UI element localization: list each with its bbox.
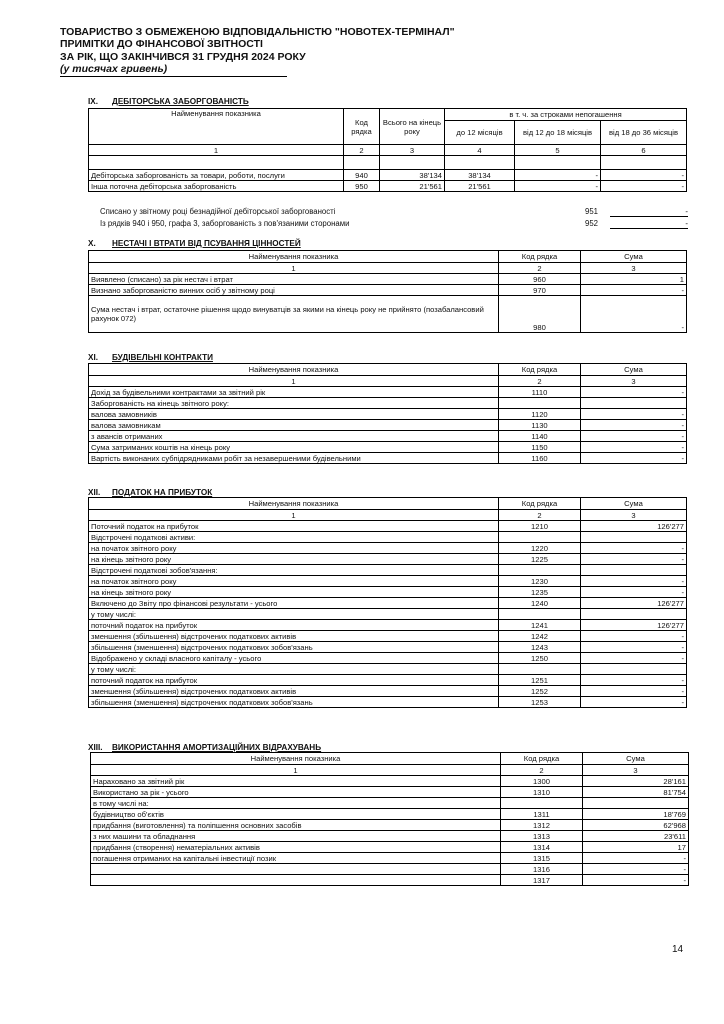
table-row	[89, 521, 687, 532]
table-cell: -	[581, 697, 687, 708]
table-cell: 1	[581, 274, 687, 285]
table-row	[89, 387, 687, 398]
table-cell	[583, 798, 689, 809]
table-cell: -	[581, 543, 687, 554]
table-row	[89, 543, 687, 554]
table-row	[89, 398, 687, 409]
table-cell	[581, 664, 687, 675]
table-cell: збільшення (зменшення) відстрочених податкових зобов'язань	[89, 642, 499, 653]
table-row	[91, 853, 689, 864]
table-cell: Включено до Звіту про фінансові результати - усього	[89, 598, 499, 609]
company-name: ТОВАРИСТВО З ОБМЕЖЕНОЮ ВІДПОВІДАЛЬНІСТЮ "НОВОТЕХ-ТЕРМІНАЛ"	[60, 26, 455, 38]
table-row	[91, 842, 689, 853]
reporting-period: ЗА РІК, ЩО ЗАКІНЧИВСЯ 31 ГРУДНЯ 2024 РОКУ	[60, 50, 306, 63]
table-cell: -	[581, 420, 687, 431]
table-cell: 1225	[499, 554, 581, 565]
col-header-group: в т. ч. за строками непогашення	[445, 109, 687, 121]
table-cell: -	[581, 387, 687, 398]
table-cell: -	[581, 453, 687, 464]
table-cell	[581, 565, 687, 576]
table-cell: 950	[344, 181, 380, 192]
table-cell: -	[581, 554, 687, 565]
table-cell	[380, 156, 445, 170]
table-cell: -	[581, 675, 687, 686]
table-cell: -	[581, 653, 687, 664]
table-cell: поточний податок на прибуток	[89, 675, 499, 686]
table-cell: -	[515, 181, 601, 192]
table-cell: 1	[89, 376, 499, 387]
table-cell: 1220	[499, 543, 581, 554]
table-cell: 1240	[499, 598, 581, 609]
table-row	[89, 442, 687, 453]
table-cell: у тому числі:	[89, 664, 499, 675]
table-cell: -	[581, 686, 687, 697]
table-cell	[581, 532, 687, 543]
table-cell: 21'561	[380, 181, 445, 192]
table-cell: -	[515, 170, 601, 181]
shortages-table	[88, 250, 687, 333]
table-cell: Нараховано за звітний рік	[91, 776, 501, 787]
table-cell: 1315	[501, 853, 583, 864]
table-cell: 4	[445, 145, 515, 156]
text-fragment: 951	[585, 207, 599, 216]
table-cell: -	[583, 853, 689, 864]
col-header-code: Код рядка	[344, 109, 380, 145]
table-cell	[581, 609, 687, 620]
table-cell: 1251	[499, 675, 581, 686]
units-note: (у тисячах гривень)	[60, 63, 287, 76]
table-cell	[344, 156, 380, 170]
table-row	[91, 820, 689, 831]
table-cell	[499, 565, 581, 576]
table-cell	[91, 864, 501, 875]
table-row	[89, 554, 687, 565]
table-cell: 1210	[499, 521, 581, 532]
table-cell: 1313	[501, 831, 583, 842]
table-row	[89, 598, 687, 609]
table-row	[89, 697, 687, 708]
table-cell: 3	[380, 145, 445, 156]
section-11-title	[88, 353, 213, 362]
table-cell: Сума нестач і втрат, остаточне рішення щодо винуватців за якими на кінець року не прийнято (позабалансовий рахунок 072)	[89, 296, 499, 333]
table-row	[89, 296, 687, 333]
table-cell: валова замовникам	[89, 420, 499, 431]
text-fragment: ВИКОРИСТАННЯ АМОРТИЗАЦІЙНИХ ВІДРАХУВАНЬ	[112, 743, 322, 752]
col-header-p1: до 12 місяців	[445, 121, 515, 145]
table-cell: 1	[91, 765, 501, 776]
table-row	[89, 653, 687, 664]
table-cell: придбання (створення) нематеріальних активів	[91, 842, 501, 853]
table-cell: -	[601, 181, 687, 192]
table-cell: 1230	[499, 576, 581, 587]
table-cell: 3	[583, 765, 689, 776]
table-cell: Найменування показника	[91, 753, 501, 765]
table-cell: 23'611	[583, 831, 689, 842]
table-cell: Виявлено (списано) за рік нестач і втрат	[89, 274, 499, 285]
table-cell: будівництво об'єктів	[91, 809, 501, 820]
table-cell: Код рядка	[499, 498, 581, 510]
table-cell: 1312	[501, 820, 583, 831]
table-cell: збільшення (зменшення) відстрочених податкових зобов'язань	[89, 697, 499, 708]
table-cell: Дебіторська заборгованість за товари, роботи, послуги	[89, 170, 344, 181]
table-row	[89, 631, 687, 642]
page-number: 14	[672, 944, 684, 955]
text-fragment: XII.	[88, 488, 101, 497]
table-cell: -	[581, 576, 687, 587]
table-cell: 1317	[501, 875, 583, 886]
table-cell	[499, 398, 581, 409]
table-row	[91, 787, 689, 798]
table-cell: 6	[601, 145, 687, 156]
table-cell: Найменування показника	[89, 498, 499, 510]
table-cell: 1250	[499, 653, 581, 664]
table-row	[89, 675, 687, 686]
text-fragment: ДЕБІТОРСЬКА ЗАБОРГОВАНІСТЬ	[112, 97, 249, 106]
col-header-name: Найменування показника	[89, 109, 344, 145]
table-cell: 1310	[501, 787, 583, 798]
table-row	[89, 285, 687, 296]
table-cell: Код рядка	[499, 364, 581, 376]
section-10-title	[88, 239, 301, 248]
table-cell: з них машини та обладнання	[91, 831, 501, 842]
table-cell: 1252	[499, 686, 581, 697]
table-cell: Визнано заборгованістю винних осіб у звітному році	[89, 285, 499, 296]
table-cell: Відстрочені податкові активи:	[89, 532, 499, 543]
table-cell	[91, 875, 501, 886]
table-cell: Заборгованість на кінець звітного року:	[89, 398, 499, 409]
table-cell: Відображено у складі власного капіталу - усього	[89, 653, 499, 664]
table-cell	[499, 532, 581, 543]
table-cell: 2	[499, 510, 581, 521]
text-fragment: 952	[585, 219, 599, 228]
table-header-row	[89, 376, 687, 387]
table-cell: на початок звітного року	[89, 576, 499, 587]
table-cell: погашення отриманих на капітальні інвестиції позик	[91, 853, 501, 864]
table-cell: 1241	[499, 620, 581, 631]
table-cell: Сума	[583, 753, 689, 765]
table-cell: -	[581, 587, 687, 598]
table-cell: 2	[501, 765, 583, 776]
receivables-table	[88, 108, 687, 192]
table-row	[91, 831, 689, 842]
table-cell: Сума	[581, 251, 687, 263]
table-header-row	[89, 510, 687, 521]
table-cell	[501, 798, 583, 809]
table-cell: зменшення (збільшення) відстрочених податкових активів	[89, 631, 499, 642]
table-row	[91, 809, 689, 820]
table-row	[89, 576, 687, 587]
written-off-note	[100, 207, 700, 216]
table-row	[89, 565, 687, 576]
table-cell: поточний податок на прибуток	[89, 620, 499, 631]
table-row	[89, 609, 687, 620]
table-cell: -	[581, 431, 687, 442]
table-row	[89, 642, 687, 653]
table-cell: Найменування показника	[89, 364, 499, 376]
table-cell	[581, 398, 687, 409]
text-fragment: БУДІВЕЛЬНІ КОНТРАКТИ	[112, 353, 213, 362]
table-cell	[515, 156, 601, 170]
table-cell: 960	[499, 274, 581, 285]
table-cell: на кінець звітного року	[89, 587, 499, 598]
table-row	[89, 170, 687, 181]
construction-contracts-table	[88, 363, 687, 464]
income-tax-table	[88, 497, 687, 708]
table-cell: Найменування показника	[89, 251, 499, 263]
table-cell: Сума	[581, 364, 687, 376]
table-cell: 17	[583, 842, 689, 853]
table-row	[91, 864, 689, 875]
table-cell: 1	[89, 145, 344, 156]
table-cell: 18'769	[583, 809, 689, 820]
text-fragment: X.	[88, 239, 96, 248]
table-cell: 1314	[501, 842, 583, 853]
table-cell: -	[581, 285, 687, 296]
text-fragment: Списано у звітному році безнадійної дебіторської заборгованості	[100, 207, 336, 216]
col-header-p3: від 18 до 36 місяців	[601, 121, 687, 145]
table-row	[89, 686, 687, 697]
table-cell	[601, 156, 687, 170]
document-title: ПРИМІТКИ ДО ФІНАНСОВОЇ ЗВІТНОСТІ	[60, 38, 263, 51]
table-row	[89, 587, 687, 598]
table-header-row	[89, 498, 687, 510]
table-cell: 5	[515, 145, 601, 156]
col-header-p2: від 12 до 18 місяців	[515, 121, 601, 145]
table-cell: 2	[499, 376, 581, 387]
table-header-row	[89, 251, 687, 263]
table-row	[91, 798, 689, 809]
table-header-row	[89, 145, 687, 156]
table-cell: 3	[581, 510, 687, 521]
text-fragment: Із рядків 940 і 950, графа 3, заборгованість з пов'язаними сторонами	[100, 219, 350, 228]
table-cell: на початок звітного року	[89, 543, 499, 554]
table-cell: 1311	[501, 809, 583, 820]
table-cell: -	[601, 170, 687, 181]
table-row	[91, 776, 689, 787]
table-cell: Відстрочені податкові зобов'язання:	[89, 565, 499, 576]
table-cell: 980	[499, 296, 581, 333]
table-cell: Інша поточна дебіторська заборгованість	[89, 181, 344, 192]
table-cell	[499, 609, 581, 620]
table-cell: -	[583, 875, 689, 886]
table-cell: 38'134	[445, 170, 515, 181]
section-9-title	[88, 97, 249, 106]
table-cell: 970	[499, 285, 581, 296]
text-fragment: -	[610, 219, 688, 229]
table-cell: 38'134	[380, 170, 445, 181]
depreciation-table	[90, 752, 689, 886]
table-cell: 1130	[499, 420, 581, 431]
table-cell: -	[581, 409, 687, 420]
table-cell: придбання (виготовлення) та поліпшення основних засобів	[91, 820, 501, 831]
table-cell: 62'968	[583, 820, 689, 831]
text-fragment: ПОДАТОК НА ПРИБУТОК	[112, 488, 213, 497]
table-header-row	[89, 364, 687, 376]
table-cell: 28'161	[583, 776, 689, 787]
table-cell: 1	[89, 510, 499, 521]
table-cell: -	[581, 631, 687, 642]
table-header-row	[89, 263, 687, 274]
section-13-title	[88, 743, 321, 752]
table-header-row	[91, 765, 689, 776]
table-header-row	[89, 156, 687, 170]
table-cell: Вартість виконаних субпідрядниками робіт за незавершеними будівельними	[89, 453, 499, 464]
table-cell: на кінець звітного року	[89, 554, 499, 565]
table-cell: 1242	[499, 631, 581, 642]
table-cell: 2	[499, 263, 581, 274]
table-cell: 1300	[501, 776, 583, 787]
table-cell: -	[583, 864, 689, 875]
table-cell: 1316	[501, 864, 583, 875]
text-fragment: IX.	[88, 97, 99, 106]
table-cell: -	[581, 442, 687, 453]
table-cell: у тому числі:	[89, 609, 499, 620]
table-cell: -	[581, 296, 687, 333]
table-cell: 2	[344, 145, 380, 156]
table-cell: зменшення (збільшення) відстрочених податкових активів	[89, 686, 499, 697]
table-cell: Сума	[581, 498, 687, 510]
table-row	[89, 274, 687, 285]
table-cell: Код рядка	[501, 753, 583, 765]
table-cell	[499, 664, 581, 675]
table-cell	[445, 156, 515, 170]
table-cell: валова замовників	[89, 409, 499, 420]
table-cell: 940	[344, 170, 380, 181]
table-cell: 1140	[499, 431, 581, 442]
table-cell: Поточний податок на прибуток	[89, 521, 499, 532]
table-cell: 81'754	[583, 787, 689, 798]
table-cell: 1110	[499, 387, 581, 398]
table-row	[91, 875, 689, 886]
table-row	[89, 181, 687, 192]
text-fragment: -	[610, 207, 688, 217]
table-cell: Код рядка	[499, 251, 581, 263]
table-header-row	[89, 109, 687, 121]
table-cell: Використано за рік - усього	[91, 787, 501, 798]
related-parties-note	[100, 219, 700, 228]
table-cell: 1160	[499, 453, 581, 464]
section-12-title	[88, 488, 212, 497]
table-row	[89, 664, 687, 675]
table-cell: 1	[89, 263, 499, 274]
table-cell	[89, 156, 344, 170]
table-cell: 21'561	[445, 181, 515, 192]
col-header-total: Всього на кінець року	[380, 109, 445, 145]
table-cell: 126'277	[581, 598, 687, 609]
text-fragment: НЕСТАЧІ І ВТРАТИ ВІД ПСУВАННЯ ЦІННОСТЕЙ	[112, 239, 301, 248]
table-cell: 3	[581, 376, 687, 387]
text-fragment: XIII.	[88, 743, 103, 752]
table-cell: Дохід за будівельними контрактами за звітний рік	[89, 387, 499, 398]
table-cell: -	[581, 642, 687, 653]
table-cell: 1243	[499, 642, 581, 653]
table-row	[89, 532, 687, 543]
table-cell: з авансів отриманих	[89, 431, 499, 442]
table-row	[89, 420, 687, 431]
table-cell: 1235	[499, 587, 581, 598]
table-cell: 1253	[499, 697, 581, 708]
table-cell: 126'277	[581, 620, 687, 631]
table-cell: 3	[581, 263, 687, 274]
text-fragment: XI.	[88, 353, 99, 362]
table-row	[89, 409, 687, 420]
table-row	[89, 431, 687, 442]
table-cell: 1120	[499, 409, 581, 420]
table-row	[89, 620, 687, 631]
table-row	[89, 453, 687, 464]
table-header-row	[91, 753, 689, 765]
table-cell: 126'277	[581, 521, 687, 532]
table-cell: в тому числі на:	[91, 798, 501, 809]
table-cell: Сума затриманих коштів на кінець року	[89, 442, 499, 453]
table-cell: 1150	[499, 442, 581, 453]
document-header	[60, 26, 455, 77]
